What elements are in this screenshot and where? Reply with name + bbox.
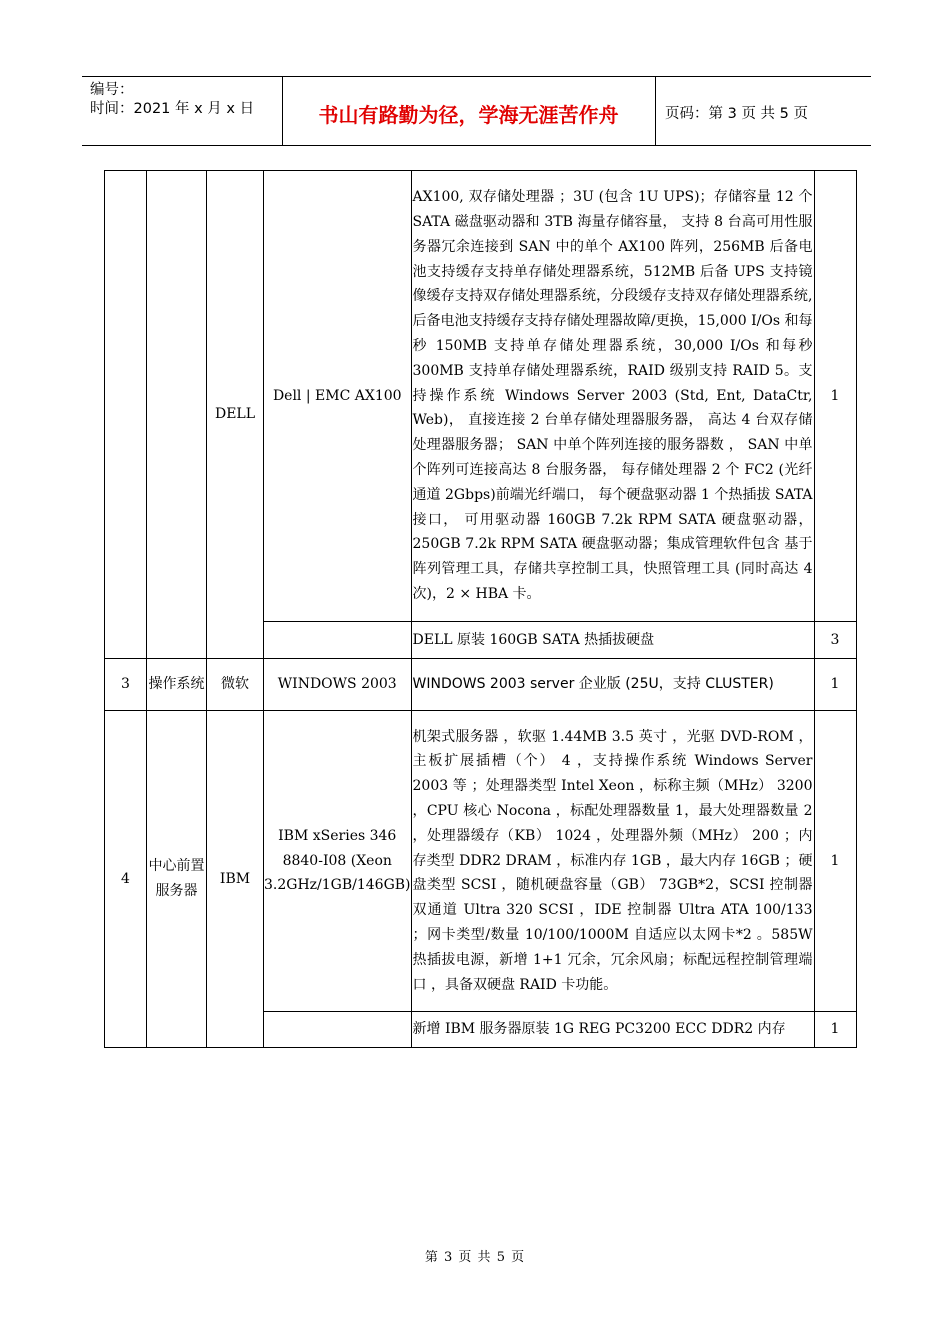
page-footer: 第 3 页 共 5 页 — [424, 1250, 526, 1265]
cell-description: 机架式服务器 ，软驱 1.44MB 3.5 英寸 ，光驱 DVD-ROM ，主板扩展插槽（个） 4 ，支持操作系统 Windows Server 2003 等 ；处理器类型 Intel Xeon ，标称主频（MHz） 3200 ，CPU 核心 Nocona ，标配处理器数量 1，最大处理器数量 2 ，处理器缓存（KB） 1024 ，处理器外频（MHz） 200 ；内存类型 DDR2 DRAM ，标准内存 1GB ，最大内存 16GB ；硬盘类型 SCSI ，随机硬盘容量（GB） 73GB*2，SCSI 控制器 双通道 Ultra 320 SCSI ，IDE 控制器 Ultra ATA 100/133 ；网卡类型/数量 10/100/1000M 自适应以太网卡*2 。585W 热插拔电源，新增 1+1 冗余，冗余风扇；标配远程控制管理端口 ，具备双硬盘 RAID 卡功能。 — [411, 711, 814, 1012]
header-divider — [655, 77, 656, 145]
cell-description: AX100, 双存储处理器 ；3U (包含 1U UPS)；存储容量 12 个 SATA 磁盘驱动器和 3TB 海量存储容量， 支持 8 台高可用性服务器冗余连接到 SAN 中的单个 AX100 阵列，256MB 后备电池支持缓存支持单存储处理器系统，512MB 后备 UPS 支持镜像缓存支持双存储处理器系统，分段缓存支持双存储处理器系统,后备电池支持缓存支持存储处理器故障/更换，15,000 I/Os 和每秒 150MB 支持单存储处理器系统，30,000 I/Os 和每秒 300MB 支持单存储处理器系统，RAID 级别支持 RAID 5。支持操作系统 Windows Server 2003 (Std, Ent, DataCtr, Web)， 直接连接 2 台单存储处理器服务器， 高达 4 台双存储处理器服务器； SAN 中单个阵列连接的服务器数 ， SAN 中单个阵列可连接高达 8 台服务器， 每存储处理器 2 个 FC2 (光纤通道 2Gbps)前端光纤端口， 每个硬盘驱动器 1 个热插拔 SATA 接口， 可用驱动器 160GB 7.2k RPM SATA 硬盘驱动器， 250GB 7.2k RPM SATA 硬盘驱动器；集成管理软件包含 基于阵列管理工具，存储共享控制工具，快照管理工具 (同时高达 4 次)，2 × HBA 卡。 — [411, 171, 814, 622]
cell-description: DELL 原装 160GB SATA 热插拔硬盘 — [411, 622, 814, 659]
table-row — [105, 171, 857, 622]
cell-quantity: 3 — [814, 622, 856, 659]
cell-brand: 微软 — [207, 659, 264, 711]
time-label: 时间：2021 年 x 月 x 日 — [90, 101, 255, 117]
cell-description: 新增 IBM 服务器原装 1G REG PC3200 ECC DDR2 内存 — [411, 1012, 814, 1048]
cell-index: 4 — [105, 711, 147, 1048]
cell-model: WINDOWS 2003 — [264, 659, 412, 711]
cell-quantity: 1 — [814, 1012, 856, 1048]
cell-model — [264, 1012, 412, 1048]
cell-index: 3 — [105, 659, 147, 711]
number-label: 编号： — [90, 82, 134, 98]
table-row — [105, 659, 857, 711]
table-row — [105, 711, 857, 1012]
header-page-label: 页码：第 3 页 共 5 页 — [665, 106, 808, 122]
cell-description: WINDOWS 2003 server 企业版 (25U，支持 CLUSTER) — [411, 659, 814, 711]
cell-quantity: 1 — [814, 711, 856, 1012]
cell-category — [147, 171, 207, 659]
cell-quantity: 1 — [814, 171, 856, 622]
cell-model: Dell | EMC AX100 — [264, 171, 412, 622]
cell-model — [264, 622, 412, 659]
cell-brand: DELL — [207, 171, 264, 659]
cell-category: 操作系统 — [147, 659, 207, 711]
equipment-table — [104, 170, 857, 1048]
cell-model: IBM xSeries 346 8840-I08 (Xeon 3.2GHz/1GB/146GB) — [264, 711, 412, 1012]
header-motto: 书山有路勤为径，学海无涯苦作舟 — [318, 103, 619, 127]
cell-category: 中心前置服务器 — [147, 711, 207, 1048]
cell-quantity: 1 — [814, 659, 856, 711]
cell-brand: IBM — [207, 711, 264, 1048]
page-header — [82, 76, 871, 146]
header-meta — [90, 81, 254, 119]
cell-index — [105, 171, 147, 659]
